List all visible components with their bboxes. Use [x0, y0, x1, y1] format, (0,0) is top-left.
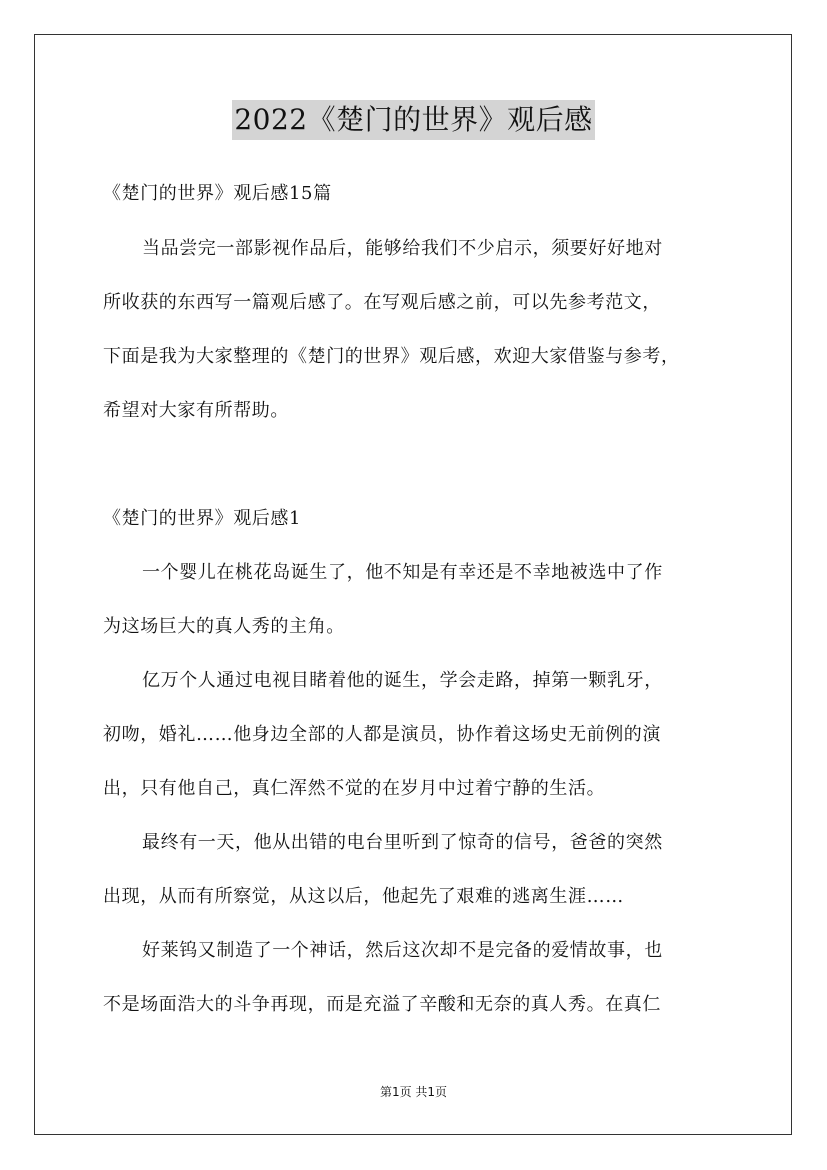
body-line: 出现，从而有所察觉，从这以后，他起先了艰难的逃离生涯……	[103, 886, 624, 907]
body-line: 出，只有他自己，真仁浑然不觉的在岁月中过着宁静的生活。	[103, 778, 606, 799]
body-line: 为这场巨大的真人秀的主角。	[103, 616, 345, 637]
body-line: 一个婴儿在桃花岛诞生了，他不知是有幸还是不幸地被选中了作	[142, 562, 663, 583]
body-line: 初吻，婚礼……他身边全部的人都是演员，协作着这场史无前例的演	[103, 724, 661, 745]
page-number: 第1页 共1页	[379, 1085, 448, 1099]
document-title: 2022《楚门的世界》观后感	[232, 100, 594, 140]
intro-line: 希望对大家有所帮助。	[103, 400, 289, 421]
body-line: 不是场面浩大的斗争再现，而是充溢了辛酸和无奈的真人秀。在真仁	[103, 994, 661, 1015]
body-line: 好莱钨又制造了一个神话，然后这次却不是完备的爱情故事，也	[142, 940, 663, 961]
section-heading: 《楚门的世界》观后感1	[103, 508, 302, 529]
title-container	[0, 100, 827, 140]
body-line: 最终有一天，他从出错的电台里听到了惊奇的信号，爸爸的突然	[142, 832, 663, 853]
intro-line: 下面是我为大家整理的《楚门的世界》观后感，欢迎大家借鉴与参考，	[103, 346, 680, 367]
intro-line: 当品尝完一部影视作品后，能够给我们不少启示，须要好好地对	[142, 238, 663, 259]
intro-line: 所收获的东西写一篇观后感了。在写观后感之前，可以先参考范文，	[103, 292, 661, 313]
document-subtitle: 《楚门的世界》观后感15篇	[103, 183, 332, 204]
body-line: 亿万个人通过电视目睹着他的诞生，学会走路，掉第一颗乳牙，	[142, 670, 663, 691]
